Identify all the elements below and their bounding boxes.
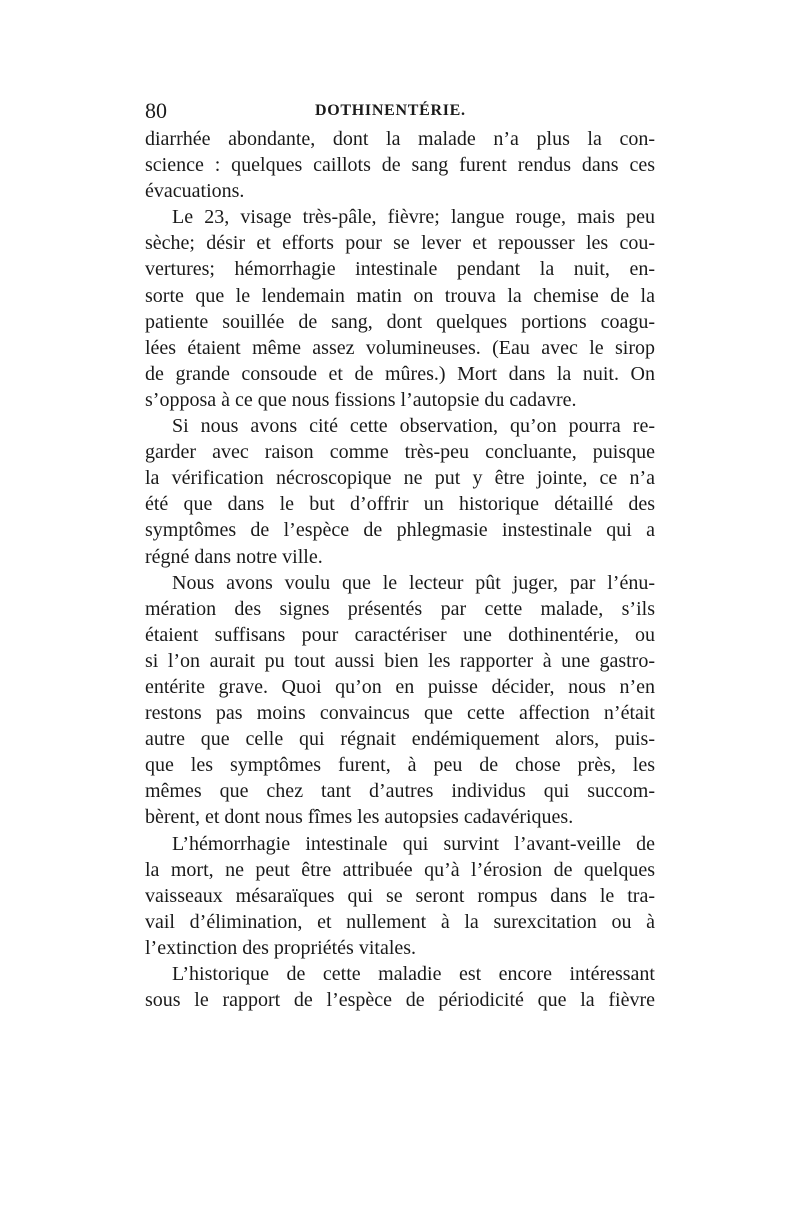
body-line: été que dans le but d’offrir un historique détaillé des bbox=[145, 493, 655, 516]
page-number: 80 bbox=[145, 98, 167, 123]
body-line: sorte que le lendemain matin on trouva la chemise de la bbox=[145, 284, 655, 307]
body-line: diarrhée abondante, dont la malade n’a plus la con- bbox=[145, 128, 655, 150]
body-line: sous le rapport de l’espèce de périodicité que la fièvre bbox=[145, 989, 655, 1012]
paragraph-start-line: L’hémorrhagie intestinale qui survint l’avant-veille de bbox=[172, 832, 655, 855]
body-line: autre que celle qui régnait endémiquement alors, puis- bbox=[145, 728, 655, 751]
paragraph-start-line: L’historique de cette maladie est encore intéressant bbox=[172, 963, 655, 985]
body-line: de grande consoude et de mûres.) Mort dans la nuit. On bbox=[145, 362, 655, 385]
page-header bbox=[145, 96, 665, 126]
body-line: mération des signes présentés par cette malade, s’ils bbox=[145, 597, 655, 620]
body-line: lées étaient même assez volumineuses. (Eau avec le sirop bbox=[145, 336, 655, 359]
running-title: DOTHINENTÉRIE. bbox=[315, 102, 466, 119]
body-text bbox=[145, 126, 655, 1013]
body-line: s’opposa à ce que nous fissions l’autopsie du cadavre. bbox=[145, 388, 577, 411]
body-line: restons pas moins convaincus que cette affection n’était bbox=[145, 702, 655, 725]
body-line: bèrent, et dont nous fîmes les autopsies cadavériques. bbox=[145, 806, 574, 829]
body-line: la vérification nécroscopique ne put y être jointe, ce n’a bbox=[145, 467, 655, 490]
body-line: étaient suffisans pour caractériser une dothinentérie, ou bbox=[145, 623, 655, 646]
body-line: l’extinction des propriétés vitales. bbox=[145, 936, 417, 959]
body-line: évacuations. bbox=[145, 180, 245, 203]
body-line: si l’on aurait pu tout aussi bien les rapporter à une gastro- bbox=[145, 649, 655, 672]
body-line: vail d’élimination, et nullement à la surexcitation ou à bbox=[145, 910, 655, 933]
body-line: garder avec raison comme très-peu concluante, puisque bbox=[145, 441, 655, 464]
body-line: vaisseaux mésaraïques qui se seront rompus dans le tra- bbox=[145, 884, 655, 907]
body-line: sèche; désir et efforts pour se lever et repousser les cou- bbox=[145, 232, 655, 255]
paragraph-start-line: Si nous avons cité cette observation, qu’on pourra re- bbox=[172, 415, 655, 438]
body-line: vertures; hémorrhagie intestinale pendant la nuit, en- bbox=[145, 258, 655, 281]
paragraph-start-line: Nous avons voulu que le lecteur pût juger, par l’énu- bbox=[172, 571, 655, 594]
body-line: symptômes de l’espèce de phlegmasie instestinale qui a bbox=[145, 519, 655, 542]
body-line: que les symptômes furent, à peu de chose près, les bbox=[145, 754, 655, 777]
body-line: mêmes que chez tant d’autres individus qui succom- bbox=[145, 780, 655, 803]
body-line: la mort, ne peut être attribuée qu’à l’érosion de quelques bbox=[145, 858, 655, 881]
body-line: entérite grave. Quoi qu’on en puisse décider, nous n’en bbox=[145, 675, 655, 698]
body-line: régné dans notre ville. bbox=[145, 545, 323, 568]
body-line: science : quelques caillots de sang furent rendus dans ces bbox=[145, 154, 655, 177]
body-line: patiente souillée de sang, dont quelques portions coagu- bbox=[145, 310, 655, 333]
paragraph-start-line: Le 23, visage très-pâle, fièvre; langue rouge, mais peu bbox=[172, 206, 655, 229]
